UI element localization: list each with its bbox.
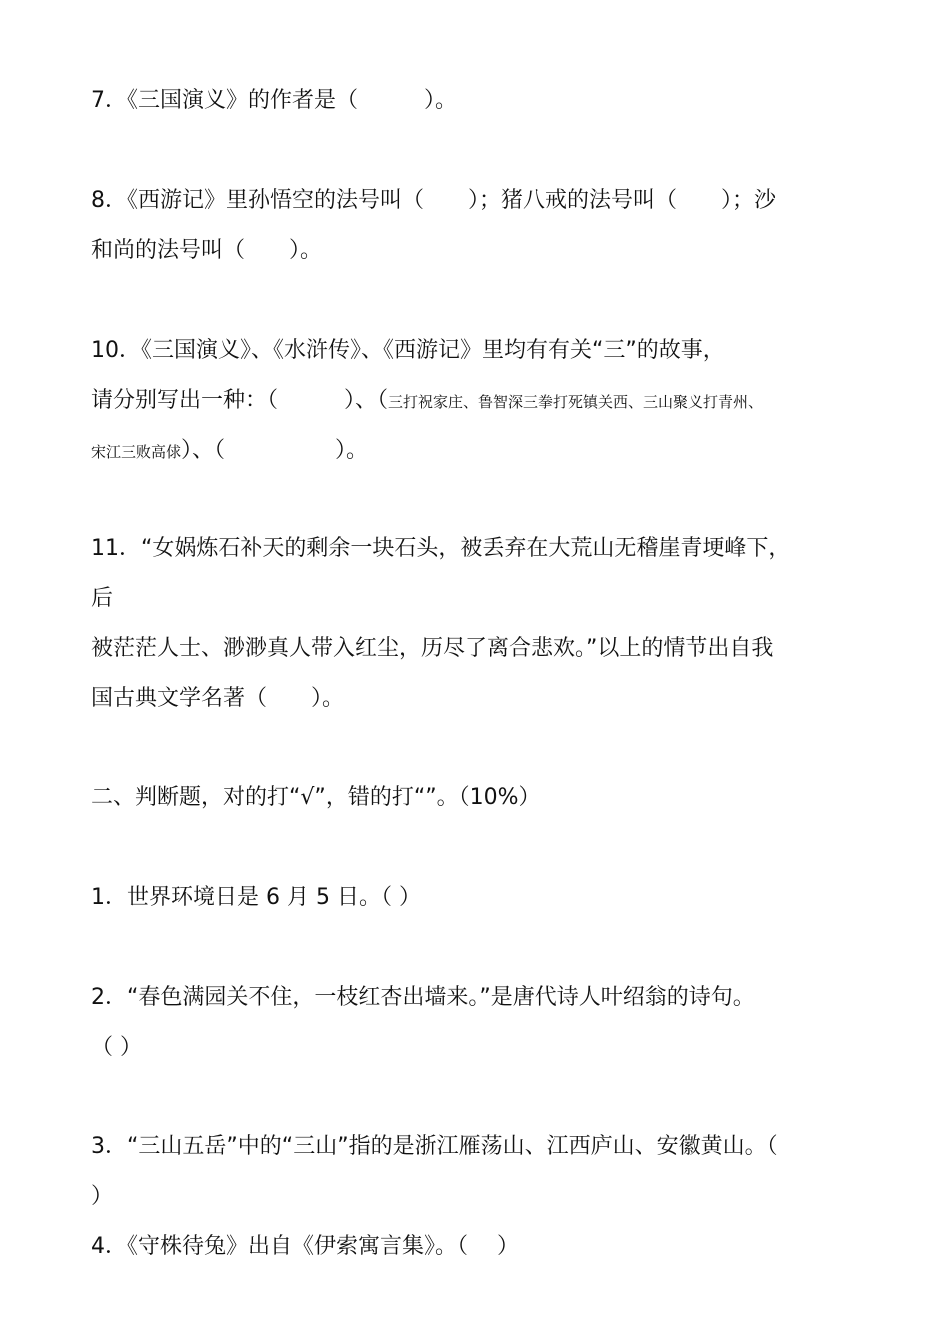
- question-10-line-2-text: 请分别写出一种：（ ）、（: [91, 388, 389, 413]
- judge-question-1: 1．世界环境日是 6 月 5 日。（ ）: [91, 885, 421, 910]
- question-7: 7．《三国演义》的作者是（ ）。: [91, 88, 457, 113]
- judge-question-3-line-2: ）: [91, 1184, 114, 1209]
- question-11-line-1: 11．“女娲炼石补天的剩余一块石头，被丢弃在大荒山无稽崖青埂峰下，: [91, 536, 791, 561]
- question-10-line-3: [91, 436, 880, 467]
- judge-question-4: 4．《守株待兔》出自《伊索寓言集》。（ ）: [91, 1234, 519, 1259]
- question-10-answer-note: 三打祝家庄、鲁智深三拳打死镇关西、三山聚义打青州、: [388, 393, 764, 411]
- question-10-answer-note-cont: 宋江三败高俅: [91, 443, 182, 461]
- section-2-heading: 二、判断题，对的打“√”，错的打“”。（10%）: [91, 785, 541, 810]
- question-11-line-3: 被茫茫人士、渺渺真人带入红尘，历尽了离合悲欢。”以上的情节出自我: [91, 636, 774, 661]
- judge-question-3-line-1: 3．“三山五岳”中的“三山”指的是浙江雁荡山、江西庐山、安徽黄山。（: [91, 1134, 778, 1159]
- question-10-line-3-text: ）、（ ）。: [181, 438, 369, 463]
- question-8-line-1: 8．《西游记》里孙悟空的法号叫（ ）；猪八戒的法号叫（ ）；沙: [91, 188, 776, 213]
- question-10-line-2: [91, 386, 880, 417]
- question-8-line-2: 和尚的法号叫（ ）。: [91, 238, 323, 263]
- question-11-line-4: 国古典文学名著（ ）。: [91, 686, 345, 711]
- judge-question-2-line-2: （ ）: [91, 1035, 142, 1060]
- judge-question-2-line-1: 2．“春色满园关不住，一枝红杏出墙来。”是唐代诗人叶绍翁的诗句。: [91, 985, 755, 1010]
- question-11-line-2: 后: [91, 586, 114, 611]
- question-10-line-1: 10．《三国演义》、《水浒传》、《西游记》里均有有关“三”的故事，: [91, 338, 725, 363]
